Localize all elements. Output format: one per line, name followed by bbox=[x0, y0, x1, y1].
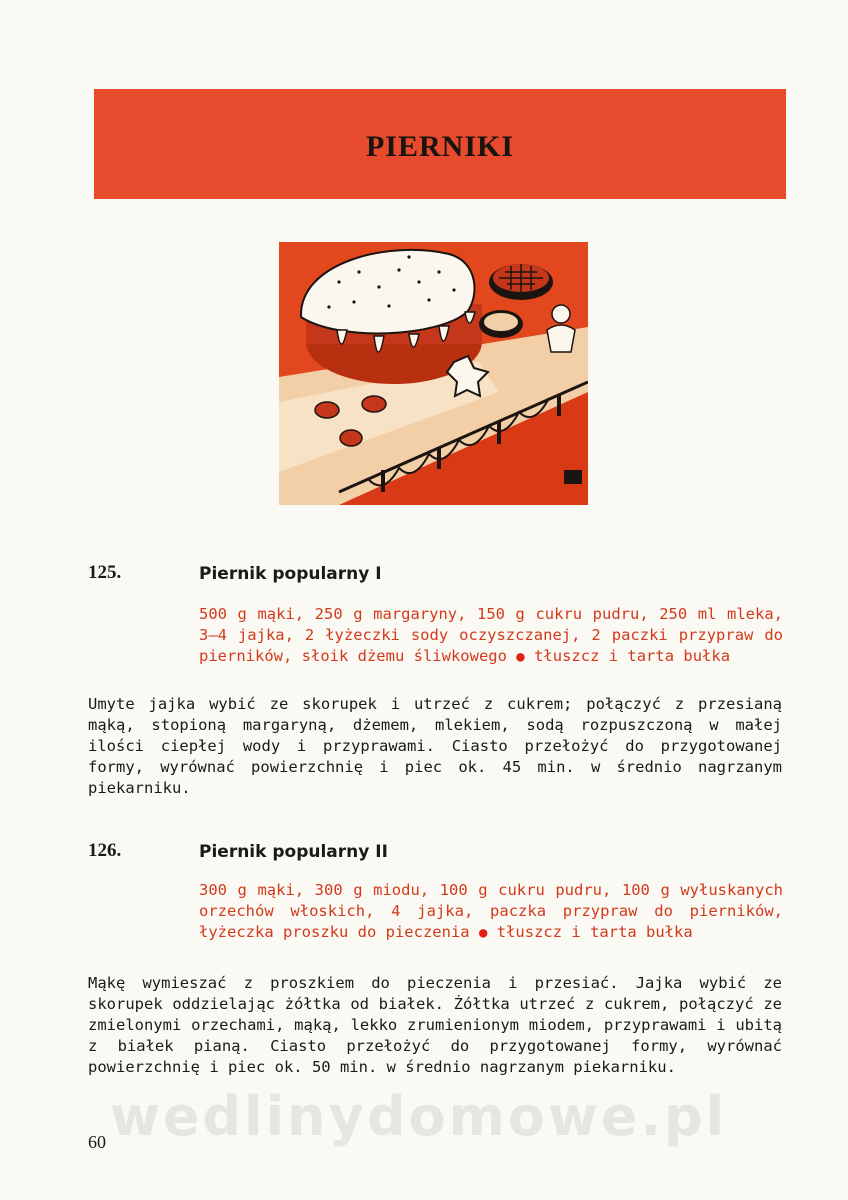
chapter-title: PIERNIKI bbox=[365, 130, 515, 163]
gingerbread-illustration bbox=[279, 242, 588, 505]
ingredients-main: 500 g mąki, 250 g margaryny, 150 g cukru pudru, 250 ml mleka, 3—4 jajka, 2 łyżeczki sody oczyszczanej, 2 paczki przypraw do pierników, słoik dżemu śliwkowego bbox=[199, 605, 783, 665]
method-text: Mąkę wymieszać z proszkiem do pieczenia i przesiać. Jajka wybić ze skorupek oddzielając żółtka od białek. Żółtka utrzeć z cukrem, połączyć ze zmielonymi orzechami, mąką, lekko zrumienionym miodem, przyprawami i ubitą z białek pianą. Ciasto przełożyć do przygotowanej formy, wyrównać powierzchnię i piec ok. 50 min. w średnio nagrzanym piekarniku. bbox=[88, 974, 782, 1076]
ingredients-extra: tłuszcz i tarta bułka bbox=[534, 647, 731, 665]
page-number: 60 bbox=[88, 1132, 106, 1152]
bullet-icon: ● bbox=[516, 649, 525, 665]
recipe-number: 126. bbox=[88, 840, 122, 861]
recipe-title: Piernik popularny I bbox=[199, 564, 382, 584]
recipe-title: Piernik popularny II bbox=[199, 842, 388, 862]
method-text: Umyte jajka wybić ze skorupek i utrzeć z cukrem; połączyć z przesianą mąką, stopioną margaryną, dżemem, mlekiem, sodą rozpuszczoną w małej ilości ciepłej wody i przyprawami. Ciasto przełożyć do przygotowanej formy, wyrównać powierzchnię i piec ok. 45 min. w średnio nagrzanym piekarniku. bbox=[88, 695, 782, 797]
ingredients-main: 300 g mąki, 300 g miodu, 100 g cukru pudru, 100 g wyłuskanych orzechów włoskich, 4 jajka, paczka przypraw do pierników, łyżeczka proszku do pieczenia bbox=[199, 881, 783, 941]
ingredients-list bbox=[199, 880, 783, 944]
watermark: wedlinydomowe.pl bbox=[110, 1085, 728, 1148]
ingredients-list bbox=[199, 604, 783, 668]
ingredients-extra: tłuszcz i tarta bułka bbox=[496, 923, 693, 941]
bullet-icon: ● bbox=[478, 925, 488, 941]
chapter-banner bbox=[94, 89, 786, 199]
recipe-number: 125. bbox=[88, 562, 122, 583]
